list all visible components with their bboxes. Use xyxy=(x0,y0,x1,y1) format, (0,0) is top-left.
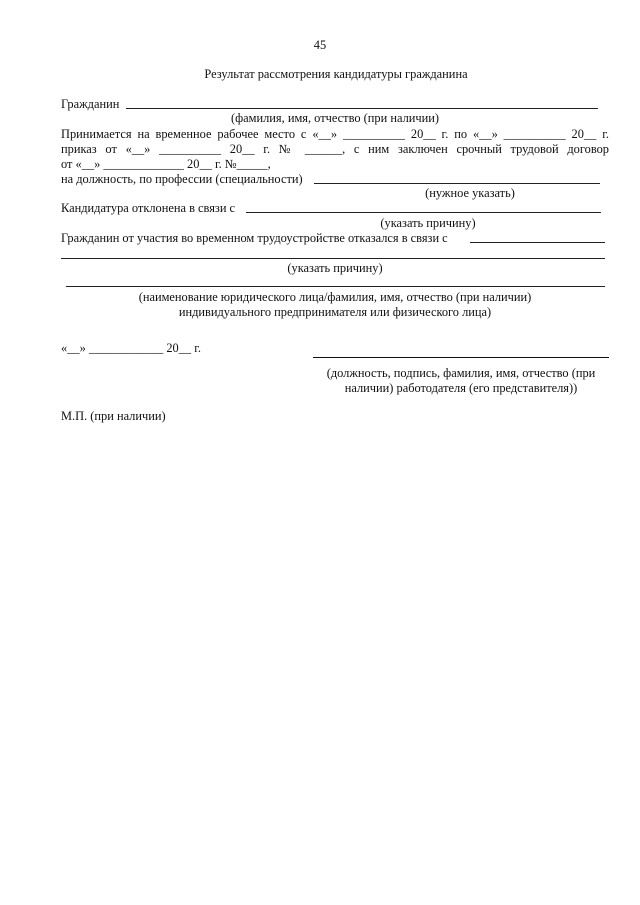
page-title: Результат рассмотрения кандидатуры гражданина xyxy=(204,67,468,81)
position-blank-line xyxy=(314,183,600,184)
accepted-line-1: Принимается на временное рабочее место с «__» __________ 20__ г. по «__» __________ 20__ г. xyxy=(61,127,609,141)
citizen-label: Гражданин xyxy=(61,97,120,111)
rejected-label: Кандидатура отклонена в связи с xyxy=(61,201,236,215)
page-number: 45 xyxy=(313,38,327,52)
signature-line xyxy=(313,357,609,358)
signature-caption-line-2: наличии) работодателя (его представителя)) xyxy=(344,381,578,395)
accepted-line-3: от «__» _____________ 20__ г. №_____, xyxy=(61,157,271,171)
position-label: на должность, по профессии (специальности) xyxy=(61,172,303,186)
date-line: «__» ____________ 20__ г. xyxy=(61,341,201,355)
stamp-label: М.П. (при наличии) xyxy=(61,409,166,423)
position-caption: (нужное указать) xyxy=(425,186,515,200)
org-caption-line-1: (наименование юридического лица/фамилия, имя, отчество (при наличии) xyxy=(138,290,532,304)
refused-label: Гражданин от участия во временном трудоустройстве отказался в связи с xyxy=(61,231,448,245)
org-caption-line-2: индивидуального предпринимателя или физического лица) xyxy=(178,305,492,319)
refused-blank-line xyxy=(470,242,605,243)
citizen-blank-line xyxy=(126,108,598,109)
signature-caption-line-1: (должность, подпись, фамилия, имя, отчество (при xyxy=(326,366,596,380)
accepted-line-2: приказ от «__» __________ 20__ г. № ______, с ним заключен срочный трудовой договор xyxy=(61,142,609,156)
refused-caption: (указать причину) xyxy=(287,261,383,275)
rejected-caption: (указать причину) xyxy=(380,216,476,230)
rejected-blank-line xyxy=(246,212,601,213)
citizen-caption: (фамилия, имя, отчество (при наличии) xyxy=(230,111,439,125)
refused-blank-line-2 xyxy=(61,258,605,259)
org-blank-line xyxy=(66,286,605,287)
